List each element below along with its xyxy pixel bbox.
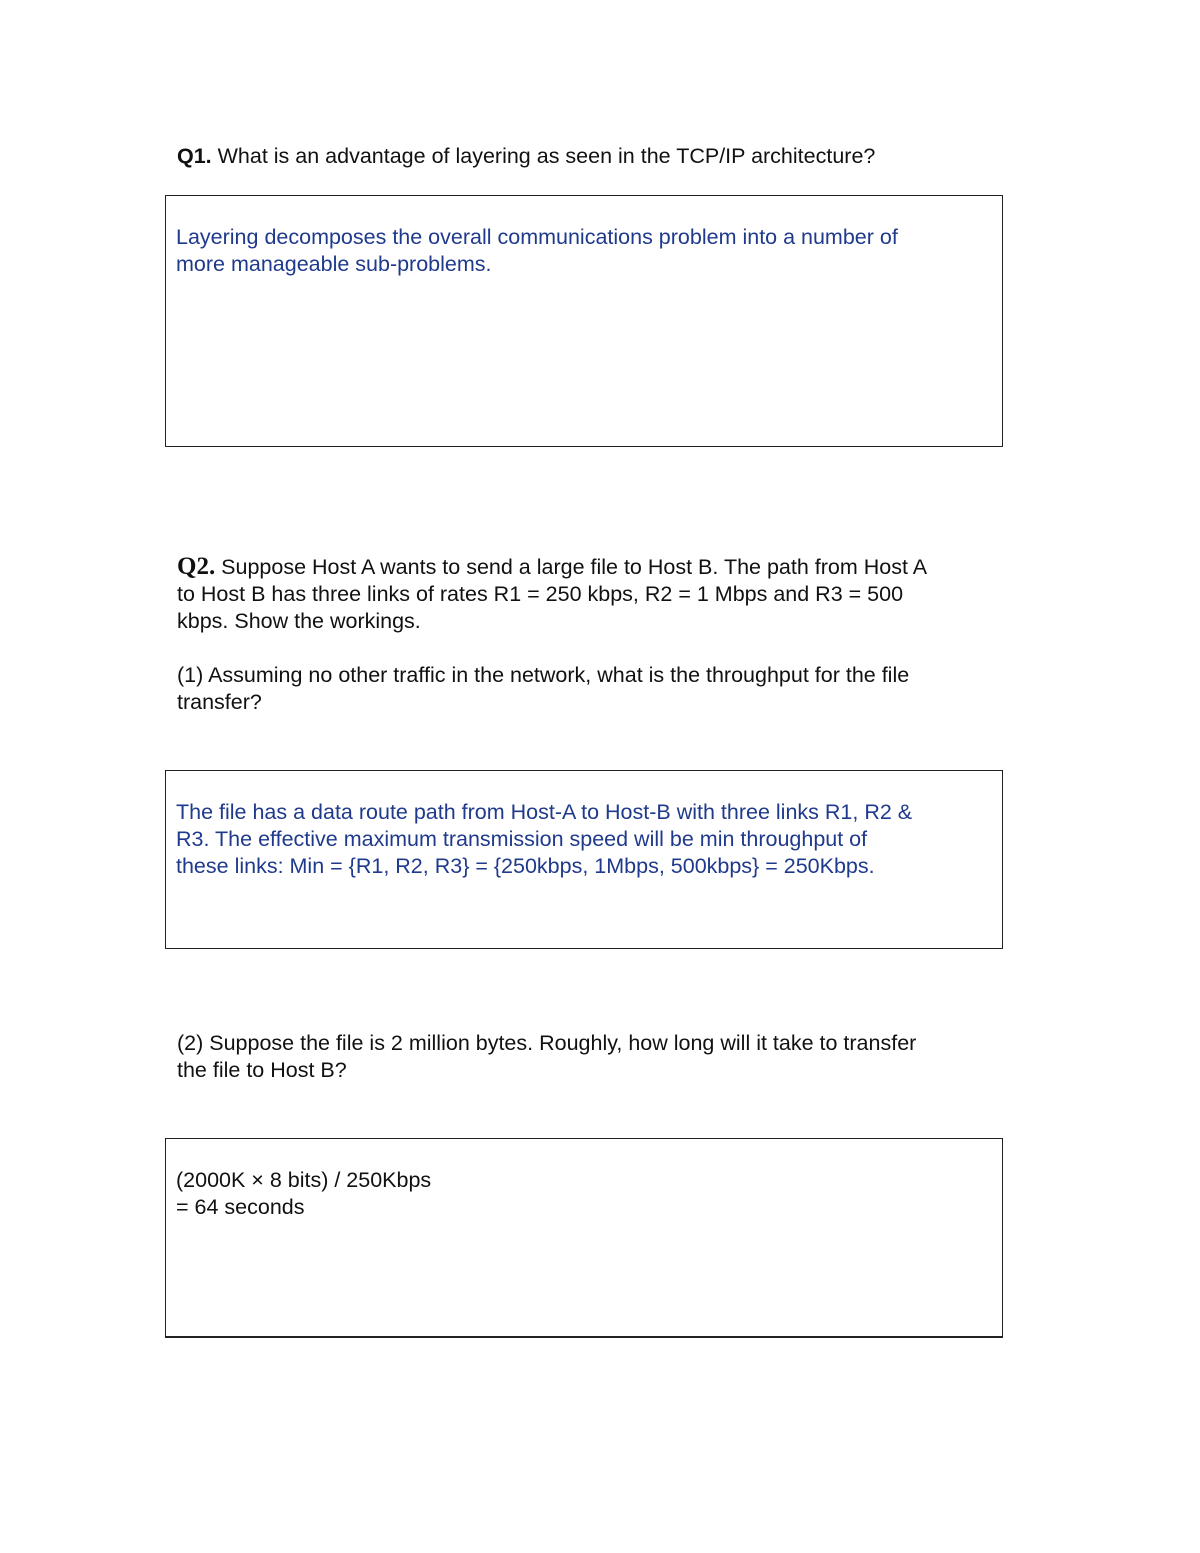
q2-question-line: kbps. Show the workings. <box>177 609 421 633</box>
q1-answer-line: more manageable sub-problems. <box>176 252 492 276</box>
q1-question <box>177 143 875 170</box>
q1-answer <box>176 224 898 278</box>
q1-answer-line: Layering decomposes the overall communications problem into a number of <box>176 225 898 249</box>
q2-part2-answer-line: = 64 seconds <box>176 1195 305 1219</box>
q2-part1-answer-line: The file has a data route path from Host-A to Host-B with three links R1, R2 & <box>176 800 913 824</box>
q1-question-text: What is an advantage of layering as seen in the TCP/IP architecture? <box>211 144 876 168</box>
q2-part1-answer-line: these links: Min = {R1, R2, R3} = {250kbps, 1Mbps, 500kbps} = 250Kbps. <box>176 854 875 878</box>
q2-part1-question <box>177 662 1032 716</box>
q2-part1-answer-box[interactable] <box>165 770 1003 949</box>
q2-part1-answer <box>176 799 912 880</box>
q2-part2-question <box>177 1030 1032 1084</box>
q2-question <box>177 553 927 635</box>
q2-part2-line: the file to Host B? <box>177 1058 347 1082</box>
q2-part2-answer-box[interactable] <box>165 1138 1003 1338</box>
q2-part2-answer <box>176 1167 431 1221</box>
q2-part1-line: (1) Assuming no other traffic in the network, what is the throughput for the file <box>177 663 910 687</box>
q1-answer-box[interactable] <box>165 195 1003 447</box>
q2-question-text: Suppose Host A wants to send a large file to Host B. The path from Host A <box>215 555 928 579</box>
q2-part2-line: (2) Suppose the file is 2 million bytes. Roughly, how long will it take to transfer <box>177 1031 917 1055</box>
q2-question-line: to Host B has three links of rates R1 = 250 kbps, R2 = 1 Mbps and R3 = 500 <box>177 582 904 606</box>
q1-label: Q1. <box>177 144 212 168</box>
q2-part1-answer-line: R3. The effective maximum transmission speed will be min throughput of <box>176 827 868 851</box>
q2-part1-line: transfer? <box>177 690 262 714</box>
q2-question-line <box>177 553 927 581</box>
q2-label: Q2. <box>177 553 216 580</box>
q2-part2-answer-line: (2000K × 8 bits) / 250Kbps <box>176 1168 432 1192</box>
